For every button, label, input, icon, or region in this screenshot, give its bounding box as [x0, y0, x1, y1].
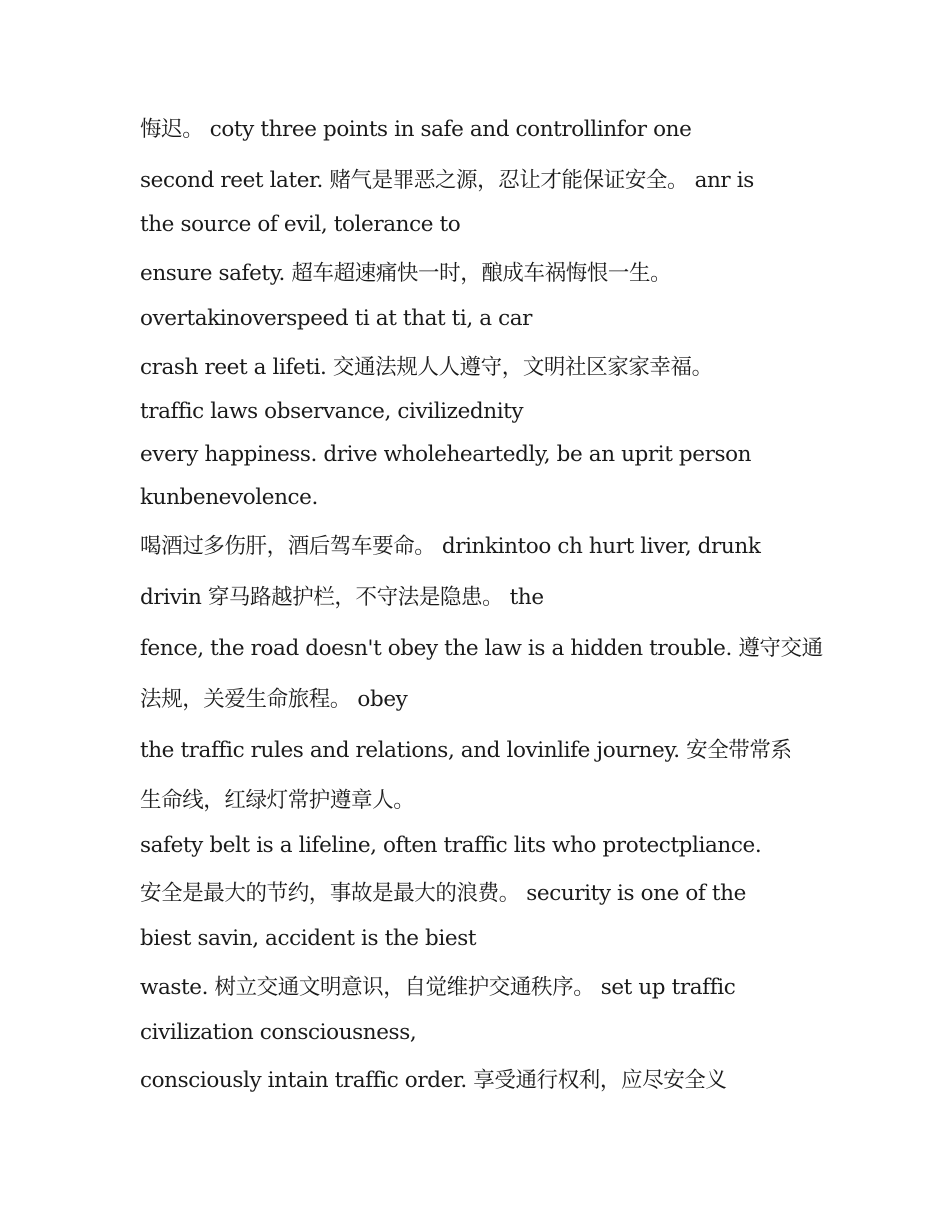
text-line: second reet later. 赌气是罪恶之源，忍让才能保证安全。 anr is — [140, 168, 754, 193]
text-line: 安全是最大的节约，事故是最大的浪费。 security is one of the — [140, 881, 746, 906]
text-line: biest savin, accident is the biest — [140, 926, 477, 951]
text-line: civilization consciousness, — [140, 1020, 417, 1045]
text-line: 生命线，红绿灯常护遵章人。 — [140, 788, 415, 813]
text-line: 喝酒过多伤肝，酒后驾车要命。 drinkintoo ch hurt liver, drunk — [140, 534, 761, 559]
text-line: kunbenevolence. — [140, 485, 318, 510]
text-line: the source of evil, tolerance to — [140, 212, 461, 237]
text-line: crash reet a lifeti. 交通法规人人遵守，文明社区家家幸福。 — [140, 355, 713, 380]
text-line: fence, the road doesn't obey the law is a hidden trouble. 遵守交通 — [140, 636, 823, 661]
text-line: 悔迟。 coty three points in safe and controllinfor one — [140, 117, 692, 142]
text-line: 法规，关爱生命旅程。 obey — [140, 687, 408, 712]
text-line: safety belt is a lifeline, often traffic lits who protectpliance. — [140, 833, 762, 858]
text-line: consciously intain traffic order. 享受通行权利，应尽安全义 — [140, 1068, 727, 1093]
text-line: drivin 穿马路越护栏，不守法是隐患。 the — [140, 585, 544, 610]
text-line: ensure safety. 超车超速痛快一时，酿成车祸悔恨一生。 — [140, 261, 672, 286]
text-line: waste. 树立交通文明意识，自觉维护交通秩序。 set up traffic — [140, 975, 736, 1000]
text-line: overtakinoverspeed ti at that ti, a car — [140, 306, 533, 331]
text-line: every happiness. drive wholeheartedly, be an uprit person — [140, 442, 752, 467]
text-line: traffic laws observance, civilizednity — [140, 399, 524, 424]
text-line: the traffic rules and relations, and lovinlife journey. 安全带常系 — [140, 738, 792, 763]
